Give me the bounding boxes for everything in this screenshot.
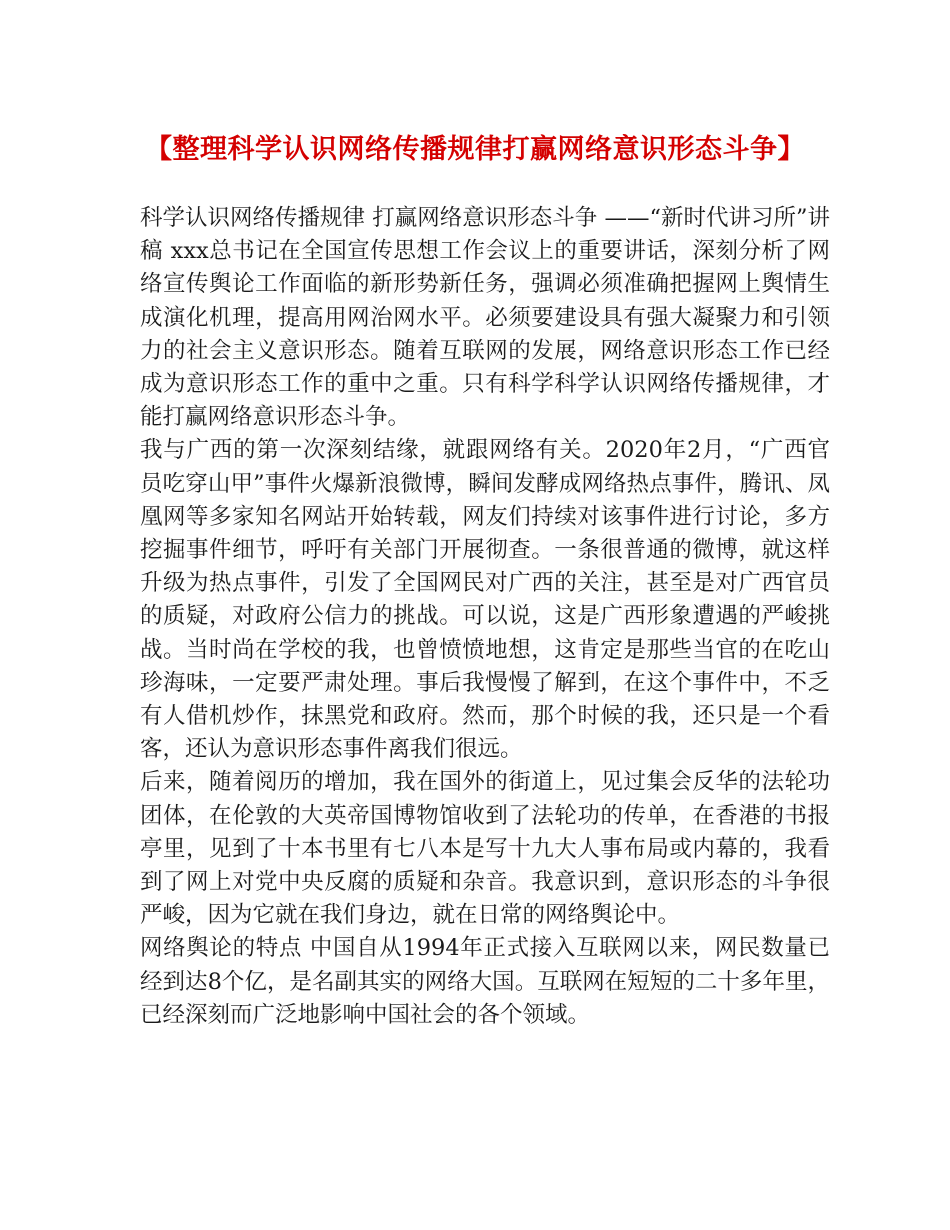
paragraph-1: 科学认识网络传播规律 打赢网络意识形态斗争 ——“新时代讲习所”讲稿 xxx总书记在全国宣传思想工作会议上的重要讲话，深刻分析了网络宣传舆论工作面临的新形势新任务，强调必须准确把握网上舆情生成演化机理，提高用网治网水平。必须要建设具有强大凝聚力和引领力的社会主义意识形态。随着互联网的发展，网络意识形态工作已经成为意识形态工作的重中之重。只有科学科学认识网络传播规律，才能打赢网络意识形态斗争。 [140,205,830,431]
paragraph-4: 网络舆论的特点 中国自从1994年正式接入互联网以来，网民数量已经到达8个亿，是名副其实的网络大国。互联网在短短的二十多年里，已经深刻而广泛地影响中国社会的各个领域。 [140,935,830,1028]
document-body [140,202,830,1032]
document-title: 【整理科学认识网络传播规律打赢网络意识形态斗争】 [145,134,805,165]
paragraph-2: 我与广西的第一次深刻结缘，就跟网络有关。2020年2月，“广西官员吃穿山甲”事件火爆新浪微博，瞬间发酵成网络热点事件，腾讯、凤凰网等多家知名网站开始转载，网友们持续对该事件进行讨论，多方挖掘事件细节，呼吁有关部门开展彻查。一条很普通的微博，就这样升级为热点事件，引发了全国网民对广西的关注，甚至是对广西官员的质疑，对政府公信力的挑战。可以说，这是广西形象遭遇的严峻挑战。当时尚在学校的我，也曾愤愤地想，这肯定是那些当官的在吃山珍海味，一定要严肃处理。事后我慢慢了解到，在这个事件中，不乏有人借机炒作，抹黑党和政府。然而，那个时候的我，还只是一个看客，还认为意识形态事件离我们很远。 [140,437,830,763]
paragraph-3: 后来，随着阅历的增加，我在国外的街道上，见过集会反华的法轮功团体，在伦敦的大英帝国博物馆收到了法轮功的传单，在香港的书报亭里，见到了十本书里有七八本是写十九大人事布局或内幕的，我看到了网上对党中央反腐的质疑和杂音。我意识到，意识形态的斗争很严峻，因为它就在我们身边，就在日常的网络舆论中。 [140,769,830,929]
